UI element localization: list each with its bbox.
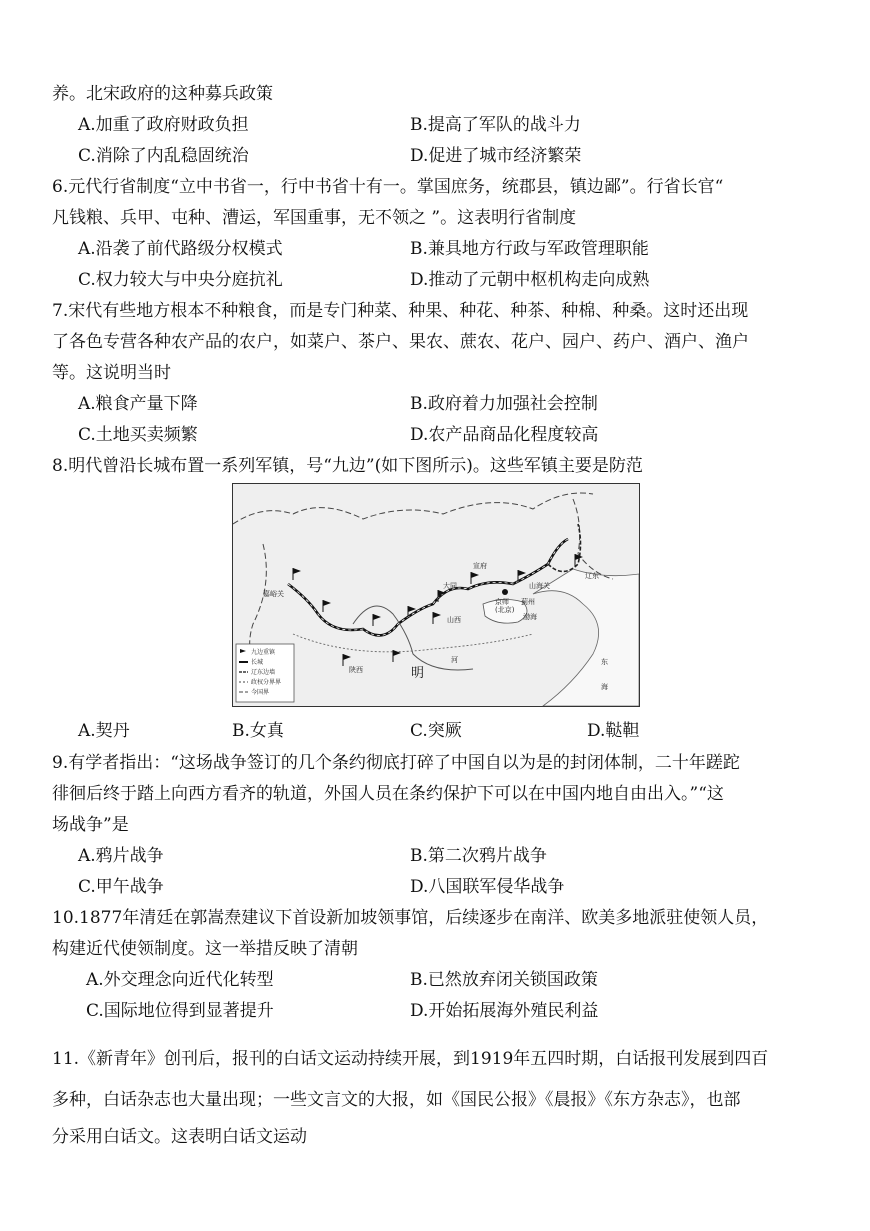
q7-option-d[interactable]: D.农产品商品化程度较高 [410, 425, 599, 445]
label-datong: 大同 [443, 582, 457, 590]
capital-marker [502, 589, 508, 595]
map-legend [236, 644, 294, 702]
map-svg [233, 484, 639, 706]
q9-stem-line-3: 场战争”是 [52, 815, 129, 835]
label-bohai: 渤海 [523, 613, 537, 621]
label-jingshi: 京师 [495, 598, 509, 606]
legend-item-0: 九边重镇 [251, 649, 276, 656]
nine-garrisons-map [232, 483, 640, 707]
q11-stem-line-3: 分采用白话文。这表明白话文运动 [52, 1127, 307, 1147]
q9-option-a[interactable]: A.鸦片战争 [78, 846, 164, 866]
q11-stem-line-1: 11.《新青年》创刊后，报刊的白话文运动持续开展，到1919年五四时期，白话报刊发展到四百 [52, 1049, 769, 1069]
q9-option-c[interactable]: C.甲午战争 [78, 877, 164, 897]
q9-stem-line-2: 徘徊后终于踏上向西方看齐的轨道，外国人员在条约保护下可以在中国内地自由出入。”“这 [52, 784, 724, 804]
label-shaanxi: 陕西 [349, 666, 363, 674]
q7-stem-line-1: 7.宋代有些地方根本不种粮食，而是专门种菜、种果、种花、种茶、种棉、种桑。这时还出现 [52, 301, 749, 321]
q8-stem-line-1: 8.明代曾沿长城布置一系列军镇，号“九边”(如下图所示)。这些军镇主要是防范 [52, 456, 643, 476]
q9-stem-line-1: 9.有学者指出：“这场战争签订的几个条约彻底打碎了中国自以为是的封闭体制，二十年蹉跎 [52, 753, 740, 773]
q7-stem-line-3: 等。这说明当时 [52, 363, 171, 383]
label-dong: 东 [601, 658, 608, 666]
q8-option-a[interactable]: A.契丹 [78, 721, 130, 741]
q10-stem-line-2: 构建近代使领制度。这一举措反映了清朝 [52, 939, 358, 959]
legend-item-4: 今国界 [251, 689, 270, 696]
q11-stem-line-2: 多种，白话杂志也大量出现；一些文言文的大报，如《国民公报》《晨报》《东方杂志》，也部 [52, 1090, 741, 1110]
q10-option-b[interactable]: B.已然放弃闭关锁国政策 [410, 970, 598, 990]
q6-option-a[interactable]: A.沿袭了前代路级分权模式 [78, 239, 283, 259]
legend-item-1: 长城 [251, 659, 264, 666]
q8-option-d[interactable]: D.鞑靼 [587, 721, 640, 741]
q9-option-d[interactable]: D.八国联军侵华战争 [410, 877, 565, 897]
label-shanhaiguan: 山海关 [529, 582, 550, 590]
label-liaodong: 辽东 [585, 572, 599, 580]
q7-option-a[interactable]: A.粮食产量下降 [78, 394, 198, 414]
legend-item-2: 辽东边墙 [251, 669, 276, 676]
q6-option-d[interactable]: D.推动了元朝中枢机构走向成熟 [410, 270, 650, 290]
label-hai: 海 [601, 683, 608, 691]
label-shanxi: 山西 [447, 616, 461, 624]
legend-item-3: 政权分界界 [251, 679, 282, 686]
q5-option-a[interactable]: A.加重了政府财政负担 [78, 115, 249, 135]
q6-stem-line-2: 凡钱粮、兵甲、屯种、漕运，军国重事，无不领之 ”。这表明行省制度 [52, 208, 577, 228]
q7-option-c[interactable]: C.土地买卖频繁 [78, 425, 198, 445]
q8-option-b[interactable]: B.女真 [232, 721, 284, 741]
q10-option-d[interactable]: D.开始拓展海外殖民利益 [410, 1001, 599, 1021]
q6-stem-line-1: 6.元代行省制度“立中书省一，行中书省十有一。掌国庶务，统郡县，镇边鄙”。行省长官“ [52, 177, 724, 197]
q6-option-b[interactable]: B.兼具地方行政与军政管理职能 [410, 239, 649, 259]
q8-option-c[interactable]: C.突厥 [410, 721, 462, 741]
label-jizhou: 蓟州 [521, 598, 535, 606]
q7-stem-line-2: 了各色专营各种农产品的农户，如菜户、茶户、果农、蔗农、花户、园户、药户、酒户、渔户 [52, 332, 749, 352]
q10-option-c[interactable]: C.国际地位得到显著提升 [86, 1001, 274, 1021]
q10-stem-line-1: 10.1877年清廷在郭嵩焘建议下首设新加坡领事馆，后续逐步在南洋、欧美多地派驻使领人员， [52, 908, 769, 928]
q5-option-d[interactable]: D.促进了城市经济繁荣 [410, 146, 582, 166]
q6-option-c[interactable]: C.权力较大与中央分庭抗礼 [78, 270, 283, 290]
q5-option-b[interactable]: B.提高了军队的战斗力 [410, 115, 581, 135]
label-xuanfu: 宣府 [473, 562, 487, 570]
q10-option-a[interactable]: A.外交理念向近代化转型 [86, 970, 274, 990]
label-beijing: (北京) [495, 606, 515, 614]
q9-option-b[interactable]: B.第二次鸦片战争 [410, 846, 547, 866]
q5-option-c[interactable]: C.消除了内乱稳固统治 [78, 146, 249, 166]
q5-stem-tail: 养。北宋政府的这种募兵政策 [52, 84, 273, 104]
label-jiayuguan: 嘉峪关 [263, 590, 284, 598]
label-he: 河 [451, 656, 458, 664]
q7-option-b[interactable]: B.政府着力加强社会控制 [410, 394, 598, 414]
label-ming: 明 [411, 666, 425, 681]
